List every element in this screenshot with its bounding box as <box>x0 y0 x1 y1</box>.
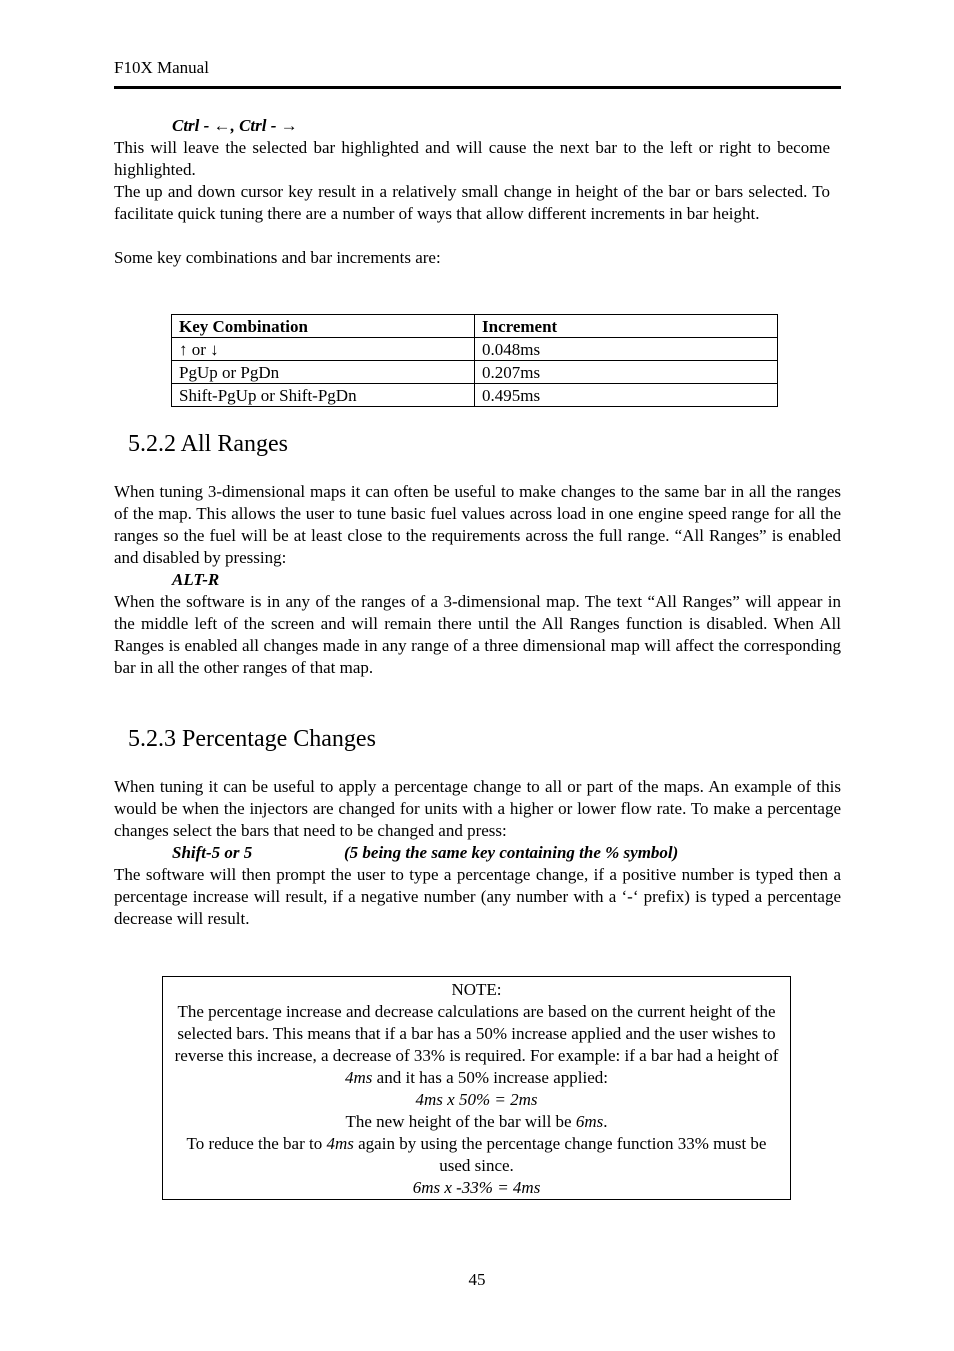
percent-paragraph-2: The software will then prompt the user to type a percentage change, if a positive number is typed then a percentage increase will result, if a negative number (any number with a ‘-‘ prefix) is typed a percentage decrease will result. <box>114 865 841 928</box>
table-row <box>172 338 778 361</box>
note-line-1 <box>169 1001 784 1089</box>
shortcut-separator: , <box>230 116 240 135</box>
keys-paragraph-3: Some key combinations and bar increments are: <box>114 248 441 267</box>
percent-key-note: (5 being the same key containing the % symbol) <box>344 843 679 862</box>
section-all-ranges <box>114 481 841 679</box>
section-keys <box>114 115 830 269</box>
ranges-key: ALT-R <box>172 570 220 589</box>
table-cell-key: Shift-PgUp or Shift-PgDn <box>172 384 475 407</box>
table-cell-increment: 0.048ms <box>475 338 778 361</box>
table-header-row <box>172 315 778 338</box>
ranges-paragraph-1: When tuning 3-dimensional maps it can often be useful to make changes to the same bar in all the ranges of the map. This allows the user to tune basic fuel values across load in one engine speed range for all the ranges so the fuel will be at least close to the requirements across the full range. “All Ranges” is enabled and disabled by pressing: <box>114 482 841 567</box>
ranges-paragraph-2: When the software is in any of the ranges of a 3-dimensional map. The text “All Ranges” will appear in the middle left of the screen and will remain there until the All Ranges function is disabled. When All Ranges is enabled all changes made in any range of a three dimensional map will affect the corresponding bar in all the other ranges of that map. <box>114 592 841 677</box>
table-cell-key: PgUp or PgDn <box>172 361 475 384</box>
percent-key-row <box>172 842 841 864</box>
note-line-2 <box>169 1111 784 1133</box>
note-calculation-1: 4ms x 50% = 2ms <box>415 1090 538 1109</box>
note-title: NOTE: <box>451 980 502 999</box>
percent-paragraph-1: When tuning it can be useful to apply a percentage change to all or part of the maps. An example of this would be when the injectors are changed for units with a higher or lower flow rate. To make a percentage changes select the bars that need to be changed and press: <box>114 777 841 840</box>
table-cell-increment: 0.495ms <box>475 384 778 407</box>
note-line-1-value: 4ms <box>345 1068 373 1087</box>
note-line-2-value: 6ms <box>575 1112 604 1131</box>
shortcut-left: Ctrl - ← <box>172 116 231 135</box>
note-box <box>162 976 791 1200</box>
note-calculation-2: 6ms x -33% = 4ms <box>412 1178 541 1197</box>
header-rule <box>114 86 841 89</box>
note-line-1-post: and it has a 50% increase applied: <box>372 1068 608 1087</box>
shortcut-right: Ctrl - → <box>239 116 298 135</box>
note-line-2-pre: The new height of the bar will be <box>345 1112 576 1131</box>
note-line-1-pre: The percentage increase and decrease calculations are based on the current height of the selected bars. This means that if a bar has a 50% increase applied and the user wishes to reverse this increase, a decrease of 33% is required. For example: if a bar had a height of <box>174 1002 779 1065</box>
table-row <box>172 361 778 384</box>
section-percentage-changes <box>114 776 841 930</box>
spacer <box>114 225 830 247</box>
key-increment-table <box>171 314 778 407</box>
table-row <box>172 384 778 407</box>
table-header-key: Key Combination <box>172 315 475 338</box>
table-header-increment: Increment <box>475 315 778 338</box>
keys-paragraph-2: The up and down cursor key result in a relatively small change in height of the bar or bars selected. To facilitate quick tuning there are a number of ways that allow different increments in bar height. <box>114 182 830 223</box>
header-title: F10X Manual <box>114 58 209 77</box>
note-line-3 <box>169 1133 784 1177</box>
note-line-3-post: again by using the percentage change function 33% must be used since. <box>353 1134 767 1175</box>
heading-all-ranges: 5.2.2 All Ranges <box>128 431 288 457</box>
note-line-2-post: . <box>603 1112 608 1131</box>
page-number: 45 <box>468 1270 486 1289</box>
shortcut-line <box>172 115 830 137</box>
note-line-3-value: 4ms <box>326 1134 354 1153</box>
note-line-3-pre: To reduce the bar to <box>186 1134 327 1153</box>
keys-paragraph-1: This will leave the selected bar highlighted and will cause the next bar to the left or right to become highlighted. <box>114 138 830 179</box>
table-cell-increment: 0.207ms <box>475 361 778 384</box>
table-cell-key: ↑ or ↓ <box>172 338 475 361</box>
heading-percentage-changes: 5.2.3 Percentage Changes <box>128 726 376 752</box>
percent-key: Shift-5 or 5 <box>172 843 253 862</box>
